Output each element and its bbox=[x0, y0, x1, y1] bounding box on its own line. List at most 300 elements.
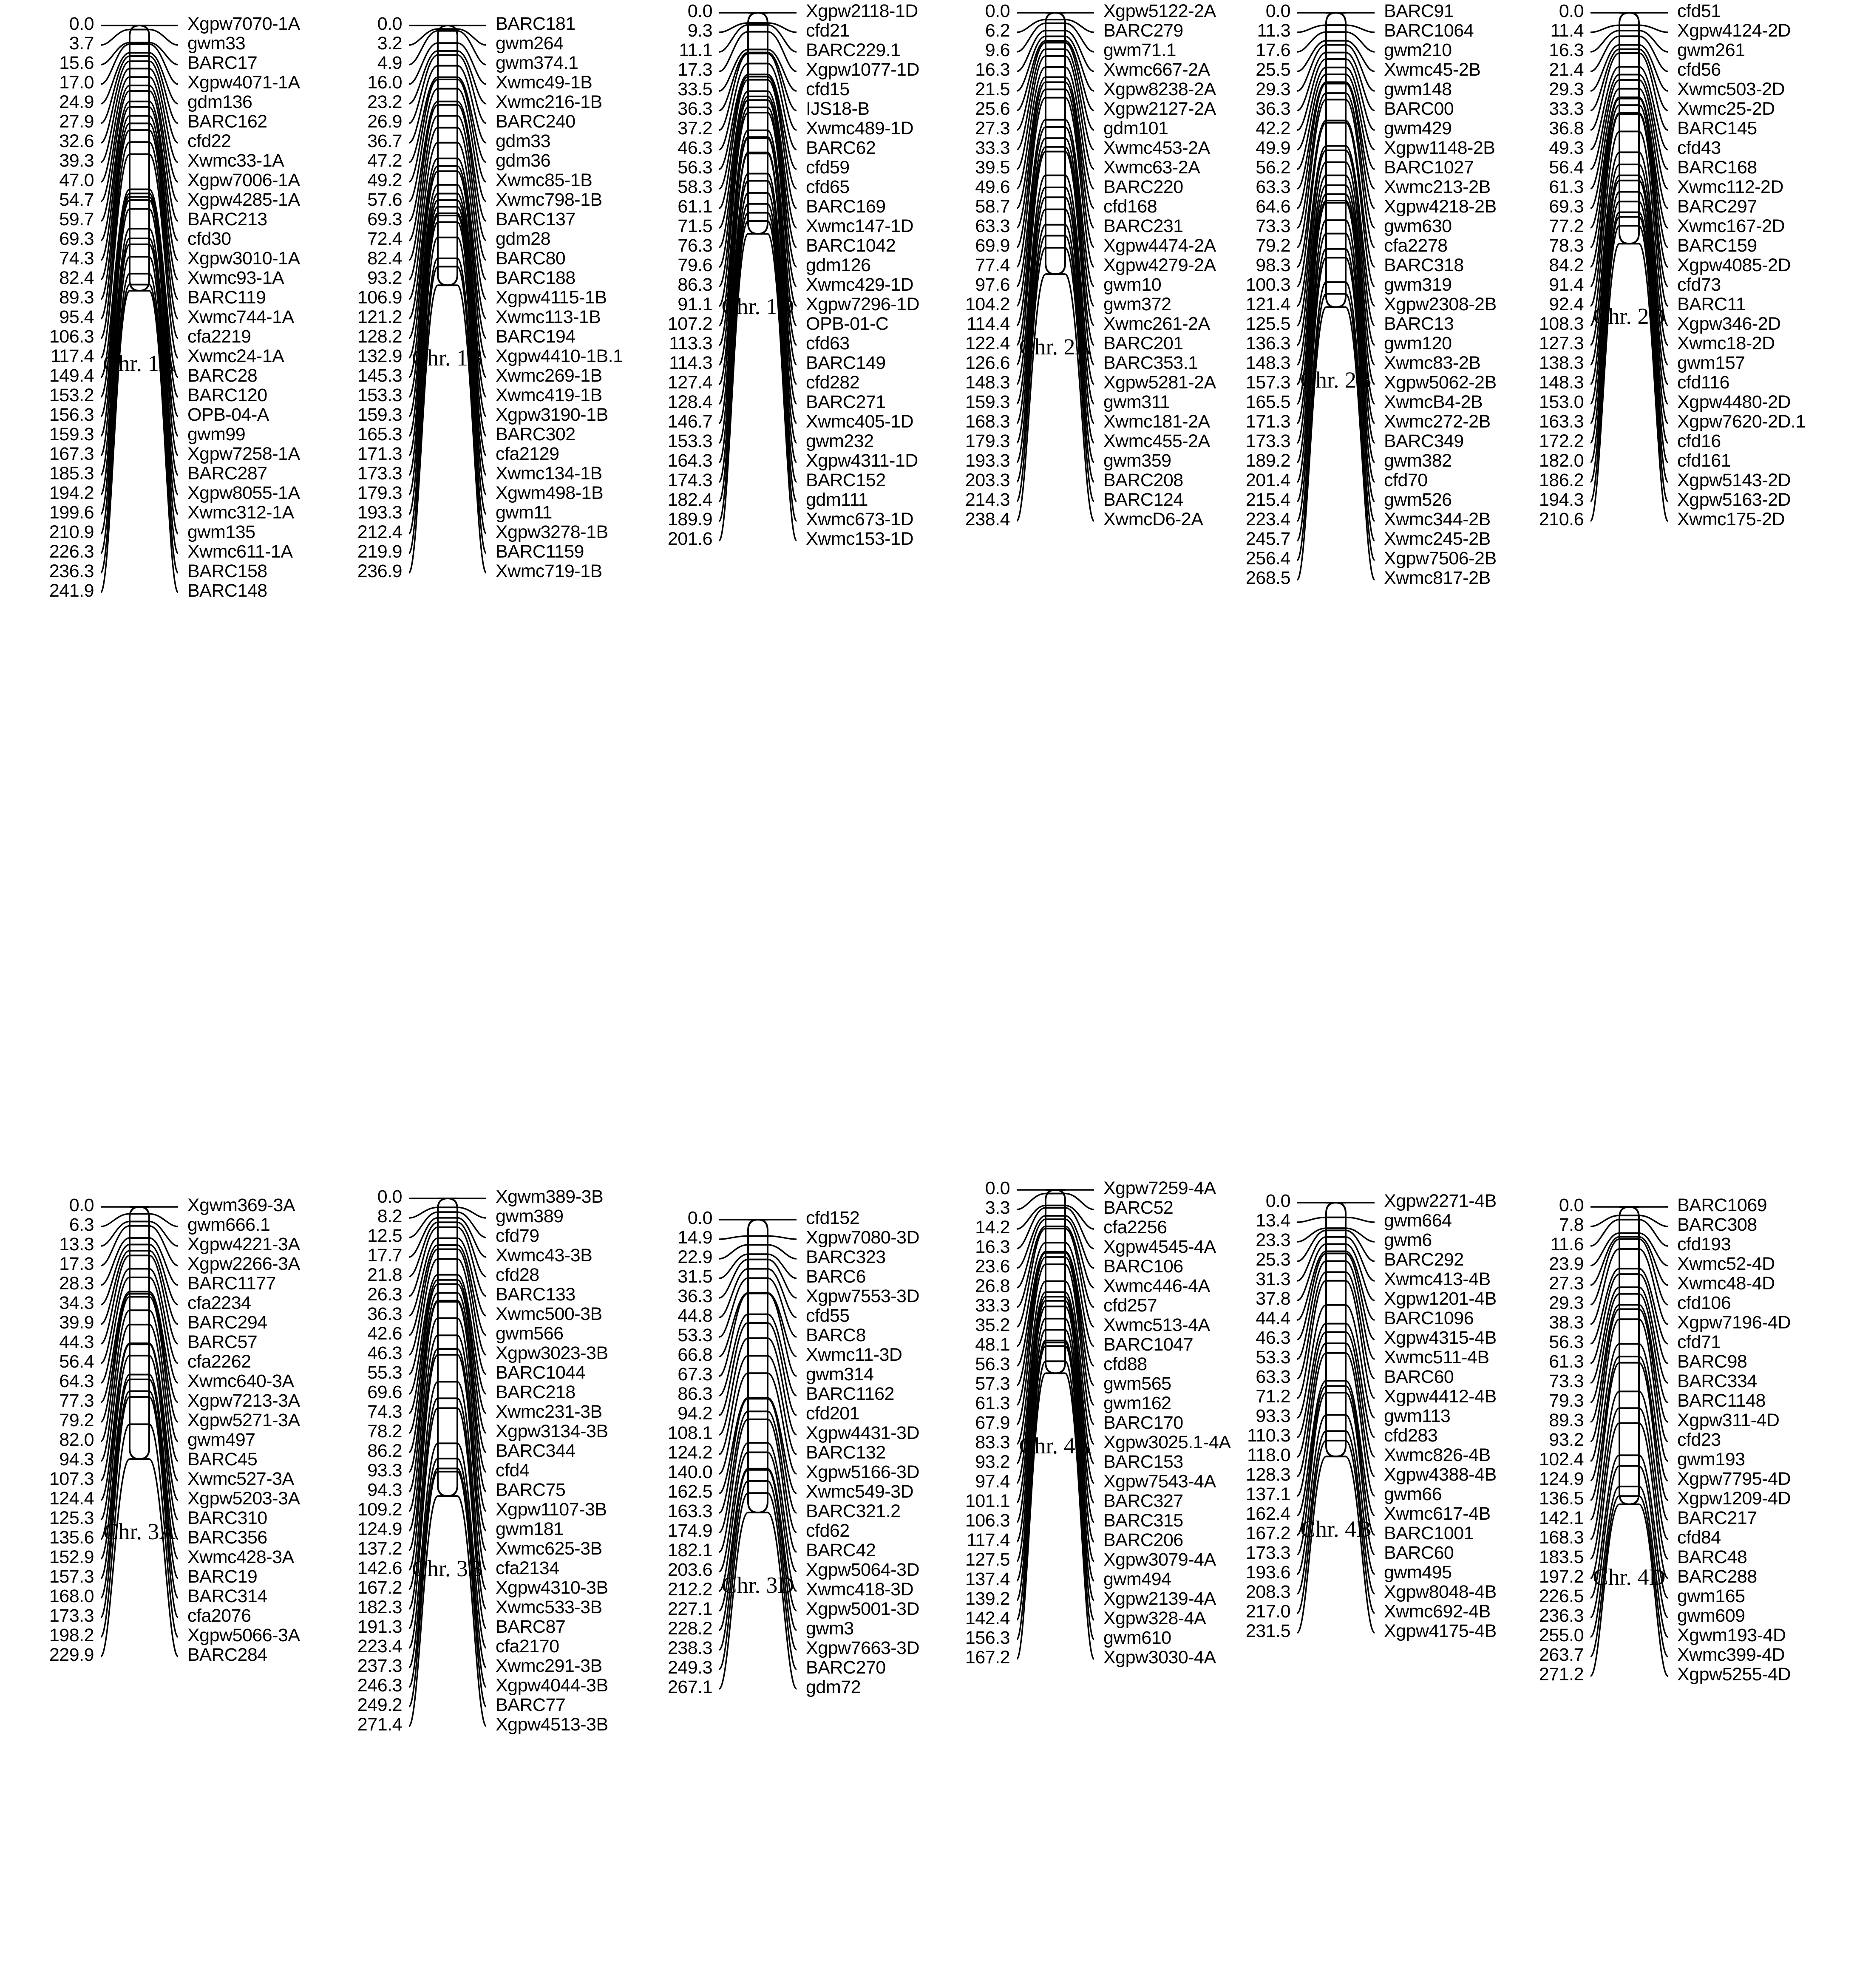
locus-position-label: 38.3 bbox=[1549, 1312, 1584, 1333]
marker-name-label: Xgpw2308-2B bbox=[1384, 294, 1497, 314]
marker-name-label: Xwmc83-2B bbox=[1384, 352, 1481, 373]
locus-position-label: 63.3 bbox=[1256, 176, 1290, 197]
locus-position-label: 25.6 bbox=[975, 98, 1010, 119]
marker-name-label: cfd51 bbox=[1677, 0, 1721, 21]
locus-position-label: 66.8 bbox=[678, 1344, 712, 1365]
marker-name-label: Xwmc667-2A bbox=[1103, 59, 1210, 80]
locus-position-label: 231.5 bbox=[1245, 1620, 1290, 1641]
marker-name-label: BARC42 bbox=[806, 1540, 876, 1560]
locus-position-label: 17.3 bbox=[678, 59, 712, 80]
marker-name-label: Xgpw5271-3A bbox=[187, 1410, 300, 1430]
locus-position-label: 53.3 bbox=[678, 1325, 712, 1345]
locus-position-label: 11.3 bbox=[1257, 20, 1290, 41]
marker-name-label: gwm113 bbox=[1384, 1405, 1451, 1426]
locus-position-label: 148.3 bbox=[1245, 352, 1290, 373]
locus-position-label: 26.9 bbox=[367, 111, 402, 132]
marker-name-label: Xgpw2139-4A bbox=[1103, 1588, 1216, 1609]
chromosome-column bbox=[298, 990, 608, 1988]
locus-position-label: 193.3 bbox=[357, 502, 402, 523]
chromosome-column bbox=[298, 0, 623, 990]
marker-name-label: BARC60 bbox=[1384, 1366, 1454, 1387]
locus-position-label: 0.0 bbox=[1559, 1195, 1584, 1215]
locus-position-label: 49.9 bbox=[1256, 137, 1290, 158]
marker-name-label: Xwmc85-1B bbox=[496, 170, 593, 190]
locus-position-label: 0.0 bbox=[1265, 1190, 1290, 1211]
locus-position-label: 124.2 bbox=[667, 1442, 712, 1463]
marker-name-label: BARC1162 bbox=[806, 1383, 894, 1404]
marker-name-label: Xwmc45-2B bbox=[1384, 59, 1481, 80]
marker-name-label: Xwmc216-1B bbox=[496, 91, 602, 112]
locus-position-label: 13.4 bbox=[1256, 1210, 1290, 1231]
locus-position-label: 249.3 bbox=[667, 1657, 712, 1678]
marker-name-label: Xgpw3134-3B bbox=[496, 1421, 608, 1441]
locus-position-label: 138.3 bbox=[1539, 352, 1584, 373]
locus-position-label: 0.0 bbox=[687, 1207, 712, 1228]
marker-leader-line bbox=[768, 1245, 797, 1259]
chromosome-chr--2b bbox=[1199, 0, 1497, 990]
marker-name-label: Xgpw2271-4B bbox=[1384, 1190, 1497, 1211]
chromosome-title: Chr. 3D bbox=[721, 1572, 794, 1598]
marker-name-label: cfd22 bbox=[187, 130, 231, 151]
marker-name-label: Xgpw7663-3D bbox=[806, 1637, 920, 1658]
marker-name-label: BARC162 bbox=[187, 111, 267, 132]
locus-position-label: 199.6 bbox=[49, 502, 94, 523]
locus-position-label: 182.1 bbox=[667, 1540, 712, 1560]
marker-name-label: Xwmc147-1D bbox=[806, 215, 914, 236]
marker-name-label: gwm11 bbox=[496, 502, 552, 523]
marker-name-label: BARC294 bbox=[187, 1312, 267, 1333]
marker-name-label: gwm71.1 bbox=[1103, 40, 1176, 60]
locus-position-label: 227.1 bbox=[667, 1598, 712, 1619]
marker-name-label: BARC1159 bbox=[496, 541, 584, 562]
marker-leader-line bbox=[149, 1214, 178, 1226]
locus-position-label: 137.2 bbox=[357, 1538, 402, 1559]
marker-name-label: gwm565 bbox=[1103, 1373, 1171, 1394]
locus-position-label: 95.4 bbox=[59, 306, 94, 327]
marker-name-label: Xgpw4545-4A bbox=[1103, 1236, 1216, 1257]
marker-name-label: Xgpw7258-1A bbox=[187, 443, 300, 464]
marker-name-label: BARC1044 bbox=[496, 1362, 586, 1383]
marker-name-label: BARC52 bbox=[1103, 1197, 1174, 1218]
marker-name-label: Xgpw7070-1A bbox=[187, 13, 300, 34]
chromosome-column bbox=[608, 990, 918, 1988]
position-leader-line bbox=[1297, 25, 1326, 32]
locus-position-label: 44.4 bbox=[1256, 1308, 1290, 1328]
marker-name-label: cfa2278 bbox=[1384, 235, 1448, 256]
chromosome-bar-and-leaders bbox=[1488, 990, 1814, 1727]
locus-position-label: 165.5 bbox=[1245, 391, 1290, 412]
marker-name-label: BARC349 bbox=[1384, 430, 1464, 451]
marker-name-label: gwm33 bbox=[187, 33, 246, 54]
locus-position-label: 69.3 bbox=[59, 228, 94, 249]
locus-position-label: 193.6 bbox=[1245, 1562, 1290, 1583]
locus-position-label: 194.2 bbox=[49, 482, 94, 503]
marker-name-label: Xwmc418-3D bbox=[806, 1579, 914, 1600]
locus-position-label: 0.0 bbox=[1559, 0, 1584, 21]
marker-name-label: Xgpw3079-4A bbox=[1103, 1549, 1216, 1570]
locus-position-label: 148.3 bbox=[965, 372, 1010, 393]
marker-name-label: BARC106 bbox=[1103, 1256, 1183, 1277]
locus-position-label: 212.4 bbox=[357, 521, 402, 542]
locus-position-label: 0.0 bbox=[985, 0, 1010, 21]
locus-position-label: 142.1 bbox=[1539, 1507, 1584, 1528]
marker-name-label: BARC271 bbox=[806, 391, 886, 412]
locus-position-label: 268.5 bbox=[1245, 567, 1290, 588]
marker-name-label: gwm165 bbox=[1677, 1586, 1745, 1606]
locus-position-label: 0.0 bbox=[687, 0, 712, 21]
locus-position-label: 29.3 bbox=[1549, 79, 1584, 99]
locus-position-label: 11.6 bbox=[1550, 1234, 1584, 1255]
locus-position-label: 23.6 bbox=[975, 1256, 1010, 1277]
locus-position-label: 104.2 bbox=[965, 294, 1010, 314]
marker-name-label: gwm210 bbox=[1384, 40, 1452, 60]
locus-position-label: 124.9 bbox=[1539, 1468, 1584, 1489]
marker-name-label: gwm99 bbox=[187, 424, 246, 445]
marker-name-label: BARC356 bbox=[187, 1527, 267, 1548]
marker-name-label: Xwmc446-4A bbox=[1103, 1275, 1210, 1296]
locus-position-label: 16.0 bbox=[367, 72, 402, 93]
locus-position-label: 57.6 bbox=[367, 189, 402, 210]
locus-position-label: 82.4 bbox=[367, 248, 402, 269]
marker-name-label: BARC133 bbox=[496, 1284, 576, 1305]
chromosome-title: Chr. 4B bbox=[1300, 1516, 1372, 1542]
marker-name-label: Xgpw4388-4B bbox=[1384, 1464, 1497, 1485]
locus-position-label: 89.3 bbox=[1549, 1410, 1584, 1430]
position-leader-line bbox=[409, 43, 438, 84]
locus-position-label: 127.5 bbox=[965, 1549, 1010, 1570]
marker-name-label: Xwmc291-3B bbox=[496, 1655, 602, 1676]
locus-position-label: 162.5 bbox=[667, 1481, 712, 1502]
marker-name-label: Xgpw4044-3B bbox=[496, 1675, 608, 1696]
marker-name-label: Xwmc112-2D bbox=[1677, 176, 1783, 197]
locus-position-label: 47.2 bbox=[367, 150, 402, 171]
locus-position-label: 69.3 bbox=[367, 209, 402, 229]
marker-name-label: Xwmc167-2D bbox=[1677, 215, 1785, 236]
locus-position-label: 152.9 bbox=[49, 1546, 94, 1567]
marker-name-label: BARC1069 bbox=[1677, 1195, 1767, 1215]
chromosome-title: Chr. 1B bbox=[411, 345, 484, 371]
locus-position-label: 159.3 bbox=[965, 391, 1010, 412]
chromosome-chr--1b bbox=[298, 0, 623, 990]
marker-name-label: BARC159 bbox=[1677, 235, 1757, 256]
marker-name-label: BARC168 bbox=[1677, 157, 1757, 178]
locus-position-label: 24.9 bbox=[59, 91, 94, 112]
locus-position-label: 171.3 bbox=[357, 443, 402, 464]
marker-name-label: cfa2256 bbox=[1103, 1217, 1167, 1238]
marker-name-label: BARC284 bbox=[187, 1644, 267, 1665]
locus-position-label: 189.2 bbox=[1245, 450, 1290, 471]
locus-position-label: 17.3 bbox=[59, 1253, 94, 1274]
locus-position-label: 77.3 bbox=[59, 1390, 94, 1411]
locus-position-label: 56.4 bbox=[59, 1351, 94, 1372]
locus-position-label: 31.3 bbox=[1256, 1269, 1290, 1289]
marker-name-label: BARC152 bbox=[806, 470, 886, 490]
marker-name-label: cfd282 bbox=[806, 372, 860, 393]
locus-position-label: 173.3 bbox=[1245, 1542, 1290, 1563]
marker-name-label: gwm630 bbox=[1384, 215, 1452, 236]
position-leader-line bbox=[1297, 1281, 1326, 1398]
marker-name-label: Xgpw1077-1D bbox=[806, 59, 920, 80]
locus-position-label: 21.8 bbox=[367, 1264, 402, 1285]
marker-name-label: Xwmc419-1B bbox=[496, 385, 602, 405]
chromosome-body bbox=[1326, 1203, 1346, 1456]
marker-name-label: Xgwm369-3A bbox=[187, 1195, 295, 1215]
locus-position-label: 128.3 bbox=[1245, 1464, 1290, 1485]
marker-leader-line bbox=[1065, 41, 1094, 110]
locus-position-label: 163.3 bbox=[667, 1501, 712, 1521]
locus-position-label: 223.4 bbox=[357, 1636, 402, 1657]
locus-position-label: 17.7 bbox=[367, 1245, 402, 1266]
locus-position-label: 145.3 bbox=[357, 365, 402, 386]
locus-position-label: 194.3 bbox=[1539, 489, 1584, 510]
marker-name-label: gwm664 bbox=[1384, 1210, 1452, 1231]
locus-position-label: 56.3 bbox=[1549, 1331, 1584, 1352]
marker-name-label: Xgpw4115-1B bbox=[496, 287, 607, 308]
locus-position-label: 201.4 bbox=[1245, 470, 1290, 490]
locus-position-label: 237.3 bbox=[357, 1655, 402, 1676]
marker-name-label: BARC240 bbox=[496, 111, 576, 132]
locus-position-label: 226.3 bbox=[49, 541, 94, 562]
locus-position-label: 100.3 bbox=[1245, 274, 1290, 295]
locus-position-label: 139.2 bbox=[965, 1588, 1010, 1609]
locus-position-label: 0.0 bbox=[69, 13, 94, 34]
marker-name-label: Xgpw7296-1D bbox=[806, 294, 920, 314]
marker-name-label: cfd168 bbox=[1103, 196, 1157, 217]
locus-position-label: 168.3 bbox=[1539, 1527, 1584, 1548]
marker-name-label: Xgpw7543-4A bbox=[1103, 1471, 1216, 1492]
locus-position-label: 56.3 bbox=[678, 157, 712, 178]
locus-position-label: 164.3 bbox=[667, 450, 712, 471]
marker-name-label: cfd63 bbox=[806, 333, 850, 354]
marker-name-label: Xgpw5062-2B bbox=[1384, 372, 1497, 393]
locus-position-label: 124.4 bbox=[49, 1488, 94, 1509]
locus-position-label: 86.3 bbox=[678, 274, 712, 295]
marker-name-label: Xwmc429-1D bbox=[806, 274, 914, 295]
marker-name-label: Xgpw3025.1-4A bbox=[1103, 1432, 1231, 1453]
chromosome-body bbox=[438, 25, 457, 285]
locus-position-label: 159.3 bbox=[49, 424, 94, 445]
locus-position-label: 7.8 bbox=[1559, 1214, 1584, 1235]
marker-name-label: Xgpw4410-1B.1 bbox=[496, 345, 623, 366]
locus-position-label: 179.3 bbox=[965, 430, 1010, 451]
marker-name-label: Xgpw5163-2D bbox=[1677, 489, 1791, 510]
marker-name-label: BARC158 bbox=[187, 561, 267, 581]
marker-name-label: cfd283 bbox=[1384, 1425, 1438, 1446]
marker-name-label: BARC137 bbox=[496, 209, 576, 229]
marker-name-label: Xgpw1107-3B bbox=[496, 1499, 607, 1520]
locus-position-label: 238.3 bbox=[667, 1637, 712, 1658]
marker-name-label: cfa2129 bbox=[496, 443, 559, 464]
marker-name-label: Xgpw4412-4B bbox=[1384, 1386, 1497, 1407]
locus-position-label: 191.3 bbox=[357, 1616, 402, 1637]
marker-name-label: Xgpw346-2D bbox=[1677, 313, 1781, 334]
locus-position-label: 67.3 bbox=[678, 1364, 712, 1385]
marker-name-label: BARC288 bbox=[1677, 1566, 1757, 1587]
locus-position-label: 17.0 bbox=[59, 72, 94, 93]
marker-name-label: gwm264 bbox=[496, 33, 564, 54]
locus-position-label: 210.9 bbox=[49, 521, 94, 542]
marker-name-label: BARC231 bbox=[1103, 215, 1183, 236]
locus-position-label: 27.9 bbox=[59, 111, 94, 132]
marker-name-label: Xgpw2266-3A bbox=[187, 1253, 300, 1274]
locus-position-label: 185.3 bbox=[49, 463, 94, 484]
locus-position-label: 94.3 bbox=[367, 1479, 402, 1500]
marker-name-label: BARC318 bbox=[1384, 255, 1464, 275]
locus-position-label: 11.1 bbox=[679, 40, 712, 60]
marker-leader-line bbox=[1639, 31, 1668, 52]
marker-name-label: Xwmc25-2D bbox=[1677, 98, 1775, 119]
marker-name-label: BARC169 bbox=[806, 196, 886, 217]
locus-position-label: 32.6 bbox=[59, 130, 94, 151]
marker-name-label: gdm36 bbox=[496, 150, 550, 171]
locus-position-label: 226.5 bbox=[1539, 1586, 1584, 1606]
locus-position-label: 97.6 bbox=[975, 274, 1010, 295]
locus-position-label: 148.3 bbox=[1539, 372, 1584, 393]
marker-name-label: BARC170 bbox=[1103, 1412, 1183, 1433]
locus-position-label: 93.2 bbox=[1549, 1429, 1584, 1450]
marker-name-label: Xwmc817-2B bbox=[1384, 567, 1491, 588]
marker-name-label: Xgpw5066-3A bbox=[187, 1625, 300, 1645]
locus-position-label: 33.3 bbox=[975, 137, 1010, 158]
marker-name-label: BARC1027 bbox=[1384, 157, 1474, 178]
chromosome-column bbox=[1199, 0, 1497, 990]
chromosome-column bbox=[918, 990, 1231, 1988]
locus-position-label: 33.3 bbox=[1549, 98, 1584, 119]
marker-name-label: Xwmc52-4D bbox=[1677, 1253, 1775, 1274]
locus-position-label: 167.2 bbox=[965, 1647, 1010, 1668]
chromosome-chr--1a bbox=[0, 0, 298, 990]
marker-name-label: BARC8 bbox=[806, 1325, 866, 1345]
position-leader-line bbox=[1297, 1218, 1326, 1222]
locus-position-label: 107.3 bbox=[49, 1468, 94, 1489]
marker-name-label: gwm566 bbox=[496, 1323, 564, 1344]
locus-position-label: 136.3 bbox=[1245, 333, 1290, 354]
marker-name-label: BARC201 bbox=[1103, 333, 1183, 354]
marker-leader-line bbox=[1346, 1218, 1375, 1222]
marker-name-label: Xgpw4310-3B bbox=[496, 1577, 608, 1598]
chromosome-row-top bbox=[0, 0, 1874, 990]
locus-position-label: 61.3 bbox=[1549, 1351, 1584, 1372]
marker-name-label: Xgpw4311-1D bbox=[806, 450, 918, 471]
marker-name-label: Xgwm389-3B bbox=[496, 1186, 604, 1207]
locus-position-label: 77.4 bbox=[975, 255, 1010, 275]
marker-name-label: BARC148 bbox=[187, 580, 267, 601]
locus-position-label: 140.0 bbox=[667, 1461, 712, 1482]
marker-name-label: Xgpw7213-3A bbox=[187, 1390, 300, 1411]
locus-position-label: 107.2 bbox=[667, 313, 712, 334]
marker-name-label: Xwmc312-1A bbox=[187, 502, 294, 523]
locus-position-label: 57.3 bbox=[975, 1373, 1010, 1394]
locus-position-label: 142.4 bbox=[965, 1608, 1010, 1628]
locus-position-label: 189.9 bbox=[667, 509, 712, 530]
marker-name-label: cfa2076 bbox=[187, 1605, 251, 1626]
locus-position-label: 91.1 bbox=[678, 294, 712, 314]
marker-name-label: BARC1096 bbox=[1384, 1308, 1474, 1328]
marker-name-label: BARC217 bbox=[1677, 1507, 1757, 1528]
locus-position-label: 26.8 bbox=[975, 1275, 1010, 1296]
marker-name-label: Xgpw4218-2B bbox=[1384, 196, 1497, 217]
locus-position-label: 156.3 bbox=[49, 404, 94, 425]
locus-position-label: 197.2 bbox=[1539, 1566, 1584, 1587]
marker-name-label: cfd257 bbox=[1103, 1295, 1157, 1316]
locus-position-label: 69.3 bbox=[1549, 196, 1584, 217]
marker-name-label: cfd55 bbox=[806, 1305, 850, 1326]
locus-position-label: 27.3 bbox=[1549, 1273, 1584, 1294]
marker-name-label: cfd161 bbox=[1677, 450, 1731, 471]
marker-name-label: BARC17 bbox=[187, 52, 258, 73]
locus-position-label: 94.2 bbox=[678, 1403, 712, 1424]
locus-position-label: 256.4 bbox=[1245, 548, 1290, 569]
marker-name-label: gdm28 bbox=[496, 228, 550, 249]
locus-position-label: 128.4 bbox=[667, 391, 712, 412]
locus-position-label: 109.2 bbox=[357, 1499, 402, 1520]
marker-name-label: gwm135 bbox=[187, 521, 255, 542]
position-leader-line bbox=[1590, 31, 1619, 52]
marker-name-label: gwm232 bbox=[806, 430, 874, 451]
marker-name-label: Xgpw4221-3A bbox=[187, 1234, 300, 1255]
locus-position-label: 14.2 bbox=[975, 1217, 1010, 1238]
locus-position-label: 58.7 bbox=[975, 196, 1010, 217]
locus-position-label: 93.2 bbox=[975, 1451, 1010, 1472]
marker-name-label: BARC149 bbox=[806, 352, 886, 373]
locus-position-label: 241.9 bbox=[49, 580, 94, 601]
locus-position-label: 142.6 bbox=[357, 1558, 402, 1578]
marker-name-label: Xwmc511-4B bbox=[1384, 1347, 1489, 1368]
chromosome-body bbox=[130, 25, 149, 291]
locus-position-label: 127.4 bbox=[667, 372, 712, 393]
marker-name-label: BARC218 bbox=[496, 1382, 576, 1402]
marker-name-label: Xgpw4431-3D bbox=[806, 1422, 920, 1443]
marker-name-label: cfd84 bbox=[1677, 1527, 1721, 1548]
marker-name-label: gdm126 bbox=[806, 255, 871, 275]
locus-position-label: 27.3 bbox=[975, 118, 1010, 139]
locus-position-label: 201.6 bbox=[667, 528, 712, 549]
locus-position-label: 9.6 bbox=[985, 40, 1010, 60]
marker-name-label: BARC315 bbox=[1103, 1510, 1183, 1531]
chromosome-chr--4b bbox=[1199, 990, 1497, 1988]
marker-name-label: Xgpw311-4D bbox=[1677, 1410, 1780, 1430]
locus-position-label: 108.3 bbox=[1539, 313, 1584, 334]
marker-name-label: gwm359 bbox=[1103, 450, 1171, 471]
marker-name-label: gwm494 bbox=[1103, 1569, 1171, 1589]
locus-position-label: 47.0 bbox=[59, 170, 94, 190]
marker-name-label: Xgpw7506-2B bbox=[1384, 548, 1497, 569]
chromosome-column bbox=[918, 0, 1216, 990]
locus-position-label: 182.3 bbox=[357, 1597, 402, 1617]
locus-position-label: 157.3 bbox=[49, 1566, 94, 1587]
chromosome-title: Chr. 3A bbox=[103, 1519, 176, 1545]
locus-position-label: 203.6 bbox=[667, 1559, 712, 1580]
locus-position-label: 36.7 bbox=[367, 130, 402, 151]
locus-position-label: 212.2 bbox=[667, 1579, 712, 1600]
locus-position-label: 71.5 bbox=[678, 215, 712, 236]
locus-position-label: 118.0 bbox=[1247, 1444, 1290, 1465]
marker-name-label: gwm319 bbox=[1384, 274, 1452, 295]
locus-position-label: 89.3 bbox=[59, 287, 94, 308]
locus-position-label: 0.0 bbox=[1265, 0, 1290, 21]
marker-name-label: gwm148 bbox=[1384, 79, 1452, 99]
locus-position-label: 168.3 bbox=[965, 411, 1010, 432]
marker-name-label: cfd71 bbox=[1677, 1331, 1721, 1352]
marker-name-label: OPB-04-A bbox=[187, 404, 269, 425]
locus-position-label: 79.6 bbox=[678, 255, 712, 275]
locus-position-label: 79.2 bbox=[1256, 235, 1290, 256]
marker-name-label: cfd59 bbox=[806, 157, 850, 178]
marker-name-label: Xgpw7196-4D bbox=[1677, 1312, 1791, 1333]
chromosome-chr--3a bbox=[0, 990, 298, 1988]
locus-position-label: 193.3 bbox=[965, 450, 1010, 471]
marker-name-label: Xgpw1148-2B bbox=[1384, 137, 1495, 158]
